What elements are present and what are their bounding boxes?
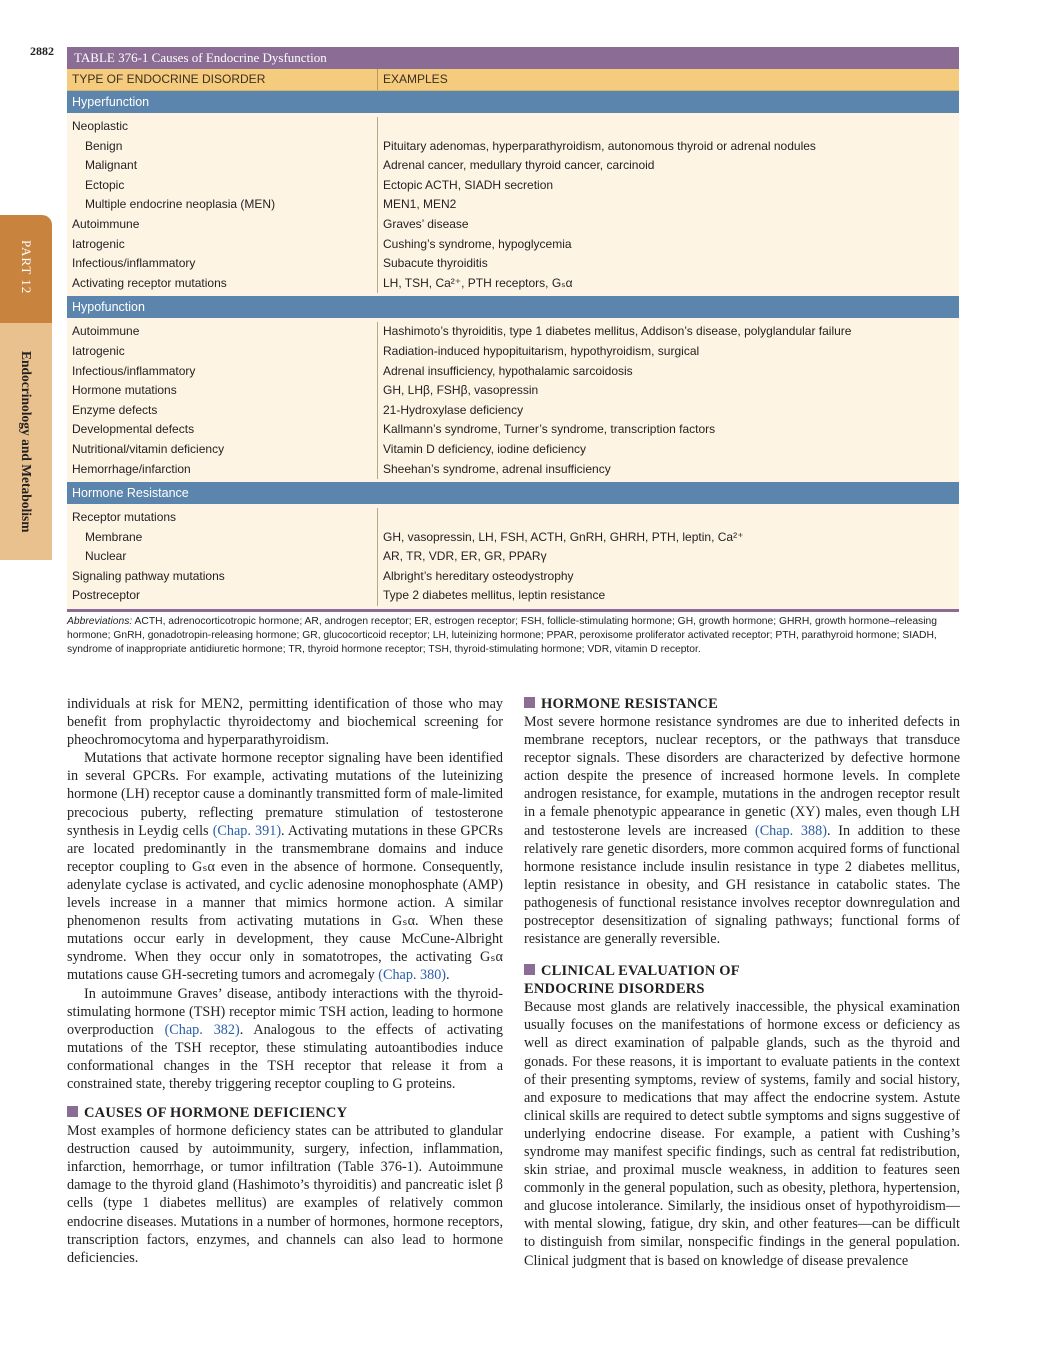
example-cell: Kallmann’s syndrome, Turner’s syndrome, transcription factors [383, 422, 716, 437]
paragraph: Most severe hormone resistance syndromes are due to inherited defects in membrane receptors, nuclear receptors, or the pathways that transduce receptor signals. These disorders are characterized by defective hormone action despite the presence of increased hormone levels. In complete androgen resistance, for example, mutations in the androgen receptor result in a female phenotypic appearance in genetic (XY) males, even though LH and testosterone levels are increased (Chap. 388). In addition to these relatively rare genetic disorders, more common acquired forms of functional hormone resistance include insulin resistance in type 2 diabetes mellitus, leptin resistance in obesity, and GH resistance in catabolic states. The pathogenesis of functional resistance involves receptor downregulation and postreceptor desensitization of signaling pathways; functional forms of resistance are generally reversible. [524, 714, 960, 948]
disorder-type-cell: Enzyme defects [72, 402, 158, 417]
table-body [67, 91, 959, 609]
example-cell: Hashimoto’s thyroiditis, type 1 diabetes mellitus, Addison’s disease, polyglandular failure [383, 324, 852, 339]
example-cell: 21-Hydroxylase deficiency [383, 402, 524, 417]
paragraph: Because most glands are relatively inaccessible, the physical examination usually focuses on the manifestations of hormone excess or deficiency as well as direct examination of palpable glands, such as the thyroid and gonads. For these reasons, it is important to evaluate patients in the context of their presenting symptoms, review of systems, family and social history, and exposure to medications that may affect the endocrine system. Astute clinical skills are required to detect subtle symptoms and signs suggestive of underlying endocrine disease. For example, a patient with Cushing’s syndrome may manifest specific findings, such as central fat redistribution, skin striae, and proximal muscle weakness, in addition to features seen commonly in the general population, such as obesity, plethora, hypertension, and glucose intolerance. Similarly, the insidious onset of hypothyroidism—with mental slowing, fatigue, dry skin, and other features—can be difficult to distinguish from similar, nonspecific findings in the general population. Clinical judgment that is based on knowledge of disease prevalence [524, 999, 960, 1269]
example-cell [378, 508, 959, 528]
paragraph: individuals at risk for MEN2, permitting identification of those who may benefit from prophylactic thyroidectomy and biochemical screening for pheochromocytoma and hyperparathyroidism. [67, 696, 503, 749]
example-cell: Subacute thyroiditis [383, 256, 488, 271]
disorder-type-cell: Infectious/inflammatory [72, 256, 196, 271]
paragraph: Most examples of hormone deficiency states can be attributed to glandular destruction caused by autoimmunity, surgery, infection, inflammation, infarction, hemorrhage, or tumor infiltration (Table 376-1). Autoimmune damage to the thyroid gland (Hashimoto’s thyroiditis) and pancreatic islet β cells (type 1 diabetes mellitus) are examples of relatively common endocrine diseases. Mutations in a number of hormones, hormone receptors, transcription factors, enzymes, and channels can also lead to hormone deficiencies. [67, 1123, 503, 1266]
table-section-block [67, 318, 959, 482]
abbreviations-note [67, 615, 959, 657]
example-cell: Adrenal insufficiency, hypothalamic sarcoidosis [383, 363, 633, 378]
heading-square-icon [524, 697, 535, 708]
disorder-type-cell: Malignant [85, 158, 138, 173]
disorder-type-cell: Iatrogenic [72, 343, 125, 358]
page-number: 2882 [30, 44, 54, 58]
example-cell: Adrenal cancer, medullary thyroid cancer, carcinoid [383, 158, 655, 173]
example-cell [378, 117, 959, 137]
section-label-box [0, 323, 52, 560]
abbreviations-label: Abbreviations: [67, 616, 133, 628]
example-cell: Sheehan’s syndrome, adrenal insufficiency [383, 461, 611, 476]
table-title: TABLE 376-1 Causes of Endocrine Dysfunction [67, 47, 959, 69]
table-section-block [67, 113, 959, 296]
disorder-type-cell: Multiple endocrine neoplasia (MEN) [85, 197, 276, 212]
disorder-type-cell: Signaling pathway mutations [72, 568, 225, 583]
example-cell: AR, TR, VDR, ER, GR, PPARγ [383, 549, 547, 564]
disorder-type-cell: Autoimmune [72, 324, 140, 339]
disorder-type-cell: Hormone mutations [72, 383, 177, 398]
type-column [67, 322, 378, 479]
disorder-type-cell: Developmental defects [72, 422, 195, 437]
col-header-examples: EXAMPLES [383, 72, 448, 86]
part-label-box [0, 215, 52, 320]
disorder-type-cell: Receptor mutations [72, 510, 177, 525]
chapter-link[interactable]: (Chap. 382) [164, 1021, 240, 1038]
section-heading: CLINICAL EVALUATION OF ENDOCRINE DISORDERS [524, 963, 740, 998]
col-header-type: TYPE OF ENDOCRINE DISORDER [67, 69, 378, 90]
example-cell: GH, vasopressin, LH, FSH, ACTH, GnRH, GHRH, PTH, leptin, Ca²⁺ [383, 529, 744, 544]
chapter-link[interactable]: (Chap. 388) [754, 822, 827, 839]
disorder-type-cell: Nutritional/vitamin deficiency [72, 441, 225, 456]
disorder-type-cell: Infectious/inflammatory [72, 363, 196, 378]
type-column [67, 117, 378, 293]
example-cell: Pituitary adenomas, hyperparathyroidism, autonomous thyroid or adrenal nodules [383, 138, 816, 153]
table-section-header: Hyperfunction [67, 91, 959, 113]
disorder-type-cell: Activating receptor mutations [72, 275, 227, 290]
section-label: Endocrinology and Metabolism [19, 350, 34, 533]
example-cell: Albright’s hereditary osteodystrophy [383, 568, 574, 583]
disorder-type-cell: Hemorrhage/infarction [72, 461, 191, 476]
examples-column [378, 117, 959, 293]
example-cell: Cushing’s syndrome, hypoglycemia [383, 236, 572, 251]
right-text-column [524, 695, 960, 1270]
table-section-block [67, 504, 959, 609]
disorder-type-cell: Membrane [85, 529, 143, 544]
table-header-row [67, 69, 959, 91]
example-cell: Ectopic ACTH, SIADH secretion [383, 177, 554, 192]
table-bottom-rule [67, 609, 959, 612]
disorder-type-cell: Ectopic [85, 177, 125, 192]
table-section-header: Hypofunction [67, 296, 959, 318]
disorder-type-cell: Benign [85, 138, 123, 153]
causes-table [67, 47, 959, 657]
example-cell: GH, LHβ, FSHβ, vasopressin [383, 383, 539, 398]
example-cell: LH, TSH, Ca²⁺, PTH receptors, Gₛα [383, 275, 573, 290]
heading-square-icon [67, 1106, 78, 1117]
abbreviations-text: ACTH, adrenocorticotropic hormone; AR, androgen receptor; ER, estrogen receptor; FSH, follicle-stimulating hormone; GH, growth hormone; GHRH, growth hormone–releasing hormone; GnRH, gonadotropin-releasing hormone; GR, glucocorticoid receptor; LH, luteinizing hormone; PPAR, peroxisome proliferator activated receptor; PTH, parathyroid hormone; SIADH, syndrome of inappropriate antidiuretic hormone; TR, thyroid hormone receptor; TSH, thyroid-stimulating hormone; VDR, vitamin D receptor. [67, 616, 937, 656]
example-cell: Vitamin D deficiency, iodine deficiency [383, 441, 586, 456]
heading-square-icon [524, 964, 535, 975]
disorder-type-cell: Autoimmune [72, 216, 140, 231]
section-heading: CAUSES OF HORMONE DEFICIENCY [67, 1104, 503, 1122]
example-cell: Graves’ disease [383, 216, 469, 231]
paragraph: In autoimmune Graves’ disease, antibody interactions with the thyroid-stimulating hormone (TSH) receptor mimic TSH action, leading to hormone overproduction (Chap. 382). Analogous to the effects of activating mutations of the TSH receptor, these stimulating autoantibodies induce conformational changes in the TSH receptor that release it from a constrained state, thereby triggering receptor coupling to G proteins. [67, 985, 503, 1092]
disorder-type-cell: Postreceptor [72, 588, 141, 603]
chapter-link[interactable]: (Chap. 391) [212, 822, 282, 839]
examples-column [378, 322, 959, 479]
disorder-type-cell: Neoplastic [72, 119, 129, 133]
part-label: PART 12 [19, 240, 34, 295]
example-cell: MEN1, MEN2 [383, 197, 457, 212]
section-heading: HORMONE RESISTANCE [524, 695, 960, 713]
type-column [67, 508, 378, 606]
example-cell: Radiation-induced hypopituitarism, hypothyroidism, surgical [383, 343, 700, 358]
examples-column [378, 508, 959, 606]
disorder-type-cell: Nuclear [85, 549, 127, 564]
disorder-type-cell: Iatrogenic [72, 236, 125, 251]
table-section-header: Hormone Resistance [67, 482, 959, 504]
chapter-link[interactable]: (Chap. 380) [378, 967, 447, 984]
left-text-column [67, 695, 503, 1267]
side-tab [0, 215, 52, 560]
example-cell: Type 2 diabetes mellitus, leptin resistance [383, 588, 606, 603]
paragraph: Mutations that activate hormone receptor signaling have been identified in several GPCRs. For example, activating mutations of the luteinizing hormone (LH) receptor cause a dominantly transmitted form of male-limited precocious puberty, reflecting premature stimulation of testosterone synthesis in Leydig cells (Chap. 391). Activating mutations in these GPCRs are located predominantly in the transmembrane domains and induce receptor coupling to Gₛα even in the absence of hormone. Consequently, adenylate cyclase is activated, and cyclic adenosine monophosphate (AMP) levels increase in a manner that mimics hormone action. A similar phenomenon results from activating mutations in Gₛα. When these mutations occur early in development, they cause McCune-Albright syndrome. When they occur only in somatotropes, the activating Gₛα mutations cause GH-secreting tumors and acromegaly (Chap. 380). [67, 750, 503, 984]
